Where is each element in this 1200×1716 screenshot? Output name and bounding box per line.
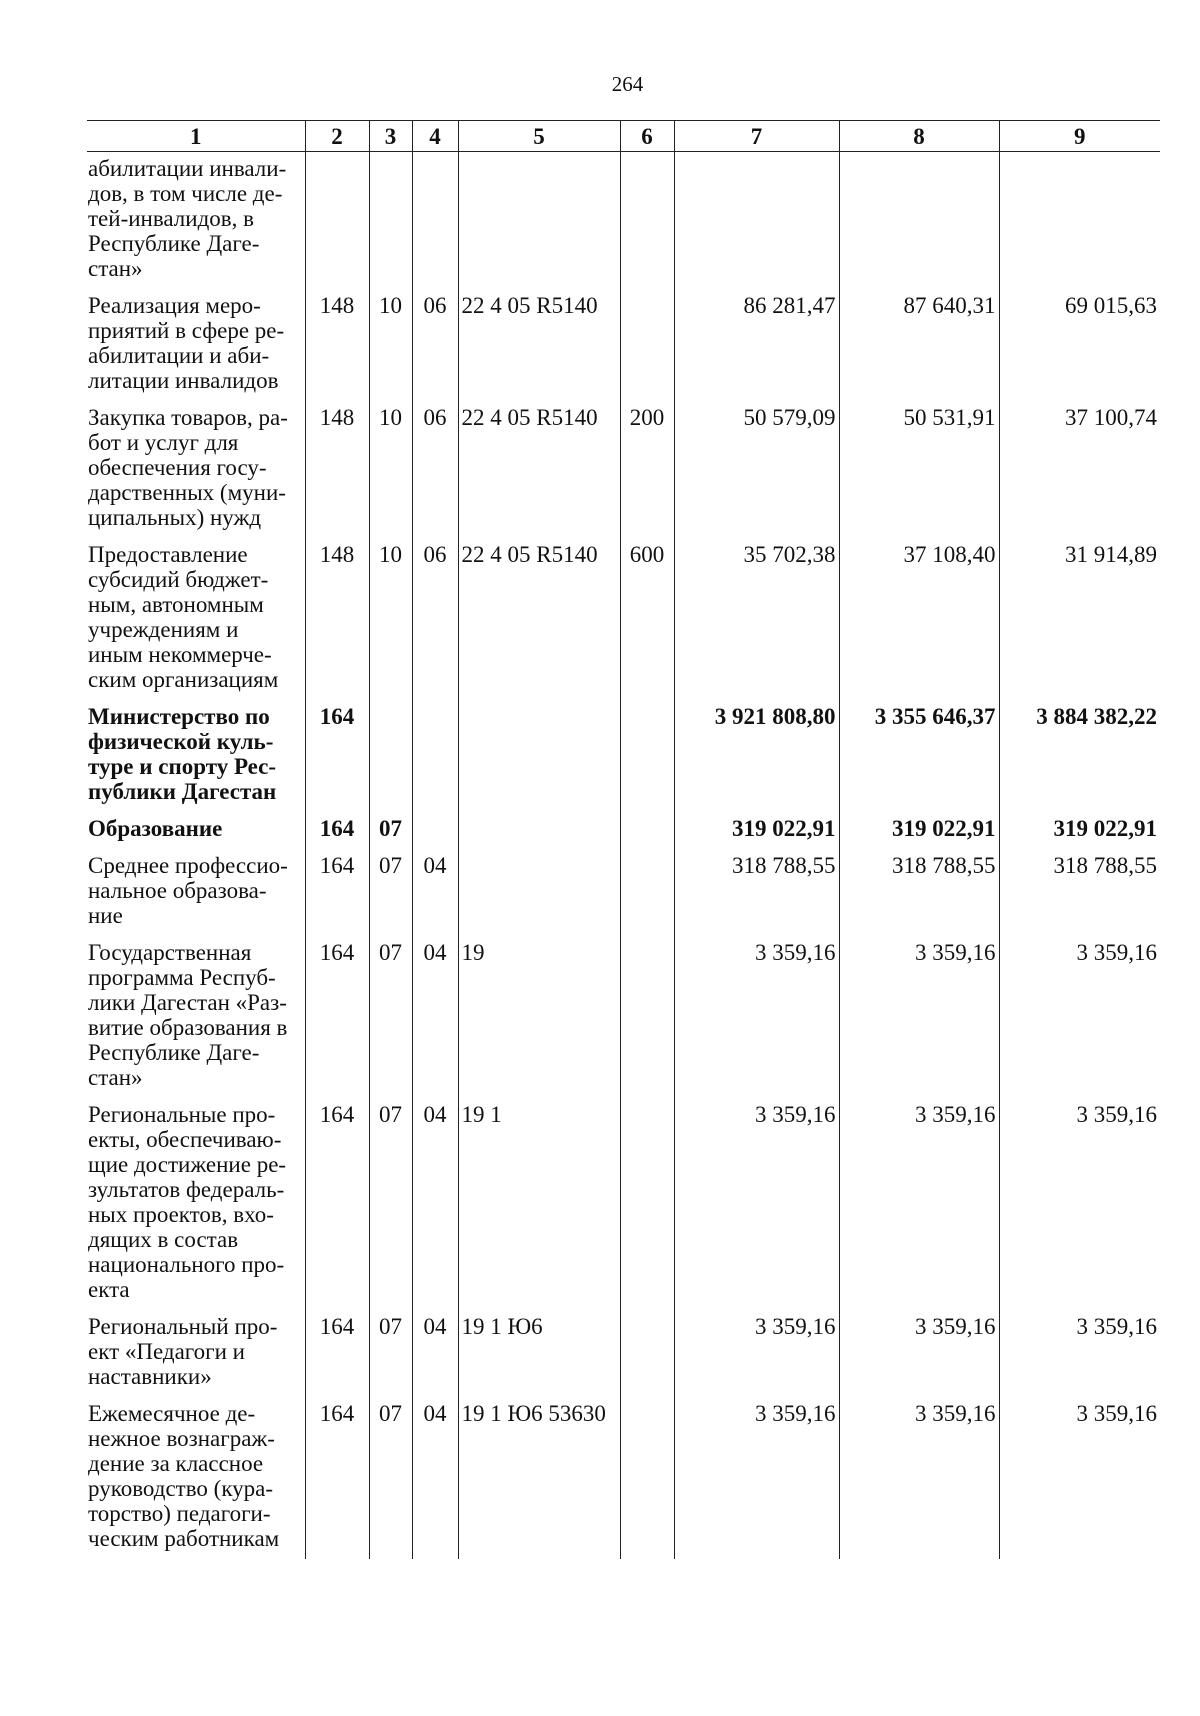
cell-name bbox=[87, 1397, 305, 1559]
cell-amount-col9: 69 015,63 bbox=[999, 289, 1160, 401]
cell-subsection bbox=[412, 700, 458, 812]
cell-code-ministry: 148 bbox=[305, 538, 369, 700]
cell-subsection: 04 bbox=[412, 1310, 458, 1397]
cell-amount-col8: 3 359,16 bbox=[839, 936, 999, 1098]
cell-amount-col9: 3 884 382,22 bbox=[999, 700, 1160, 812]
table-row bbox=[87, 849, 1160, 936]
cell-name-line: Государственная bbox=[88, 940, 252, 965]
cell-amount-col7: 3 359,16 bbox=[674, 1310, 839, 1397]
cell-name-line: Закупка товаров, ра- bbox=[88, 405, 288, 430]
cell-name-line: ным, автономным bbox=[88, 592, 264, 617]
cell-target-article bbox=[458, 700, 620, 812]
cell-name-line: ципальных) нужд bbox=[88, 505, 262, 530]
cell-name-line: абилитации и аби- bbox=[88, 343, 270, 368]
cell-amount-col7: 3 359,16 bbox=[674, 936, 839, 1098]
cell-name-line: наставники» bbox=[88, 1364, 212, 1389]
cell-target-article bbox=[458, 812, 620, 849]
cell-target-article: 22 4 05 R5140 bbox=[458, 538, 620, 700]
cell-name bbox=[87, 401, 305, 538]
cell-expense-type bbox=[620, 812, 674, 849]
cell-expense-type bbox=[620, 1098, 674, 1310]
cell-expense-type bbox=[620, 700, 674, 812]
table-row bbox=[87, 401, 1160, 538]
table-body bbox=[87, 152, 1160, 1560]
cell-subsection: 06 bbox=[412, 401, 458, 538]
cell-name-line: ским организациям bbox=[88, 667, 279, 692]
header-col-5: 5 bbox=[458, 121, 620, 152]
cell-subsection: 04 bbox=[412, 936, 458, 1098]
cell-name-line: ние bbox=[88, 903, 123, 928]
table-row bbox=[87, 1098, 1160, 1310]
cell-name bbox=[87, 849, 305, 936]
cell-amount-col9 bbox=[999, 152, 1160, 290]
cell-subsection: 04 bbox=[412, 1098, 458, 1310]
budget-table-container bbox=[87, 120, 1160, 1559]
cell-name bbox=[87, 812, 305, 849]
cell-target-article: 19 1 Ю6 bbox=[458, 1310, 620, 1397]
cell-name-line: физической куль- bbox=[88, 729, 274, 754]
cell-amount-col8: 3 355 646,37 bbox=[839, 700, 999, 812]
table-row bbox=[87, 936, 1160, 1098]
table-row bbox=[87, 1310, 1160, 1397]
cell-code-ministry: 164 bbox=[305, 1098, 369, 1310]
cell-code-ministry: 164 bbox=[305, 936, 369, 1098]
cell-target-article: 22 4 05 R5140 bbox=[458, 401, 620, 538]
cell-amount-col7: 3 359,16 bbox=[674, 1098, 839, 1310]
cell-section: 07 bbox=[369, 849, 412, 936]
header-col-4: 4 bbox=[412, 121, 458, 152]
cell-name-line: стан» bbox=[88, 256, 143, 281]
cell-amount-col7: 35 702,38 bbox=[674, 538, 839, 700]
cell-target-article bbox=[458, 849, 620, 936]
cell-amount-col7: 318 788,55 bbox=[674, 849, 839, 936]
cell-amount-col9: 3 359,16 bbox=[999, 1310, 1160, 1397]
cell-name-line: ект «Педагоги и bbox=[88, 1339, 245, 1364]
cell-amount-col8: 50 531,91 bbox=[839, 401, 999, 538]
cell-name-line: Региональный про- bbox=[88, 1314, 278, 1339]
header-col-9: 9 bbox=[999, 121, 1160, 152]
cell-section bbox=[369, 152, 412, 290]
cell-name-line: дящих в состав bbox=[88, 1227, 239, 1252]
cell-name-line: екта bbox=[88, 1277, 130, 1302]
cell-code-ministry: 164 bbox=[305, 812, 369, 849]
cell-amount-col9: 319 022,91 bbox=[999, 812, 1160, 849]
cell-target-article: 22 4 05 R5140 bbox=[458, 289, 620, 401]
cell-code-ministry bbox=[305, 152, 369, 290]
cell-amount-col7: 3 921 808,80 bbox=[674, 700, 839, 812]
cell-expense-type bbox=[620, 289, 674, 401]
cell-name-line: Среднее профессио- bbox=[88, 853, 288, 878]
cell-name-line: программа Респуб- bbox=[88, 965, 276, 990]
header-col-8: 8 bbox=[839, 121, 999, 152]
page-number: 264 bbox=[611, 72, 644, 96]
cell-name bbox=[87, 289, 305, 401]
cell-name bbox=[87, 538, 305, 700]
cell-name-line: национального про- bbox=[88, 1252, 285, 1277]
cell-name-line: субсидий бюджет- bbox=[88, 567, 269, 592]
cell-name-line: учреждениям и bbox=[88, 617, 239, 642]
header-col-6: 6 bbox=[620, 121, 674, 152]
cell-code-ministry: 164 bbox=[305, 849, 369, 936]
header-col-7: 7 bbox=[674, 121, 839, 152]
cell-subsection: 04 bbox=[412, 1397, 458, 1559]
cell-code-ministry: 164 bbox=[305, 1310, 369, 1397]
cell-amount-col9: 3 359,16 bbox=[999, 936, 1160, 1098]
cell-subsection bbox=[412, 812, 458, 849]
cell-name-line: бот и услуг для bbox=[88, 430, 239, 455]
cell-expense-type bbox=[620, 1397, 674, 1559]
header-col-1: 1 bbox=[87, 121, 305, 152]
cell-section: 10 bbox=[369, 538, 412, 700]
table-row bbox=[87, 152, 1160, 290]
cell-code-ministry: 148 bbox=[305, 401, 369, 538]
cell-name-line: стан» bbox=[88, 1065, 143, 1090]
cell-code-ministry: 164 bbox=[305, 700, 369, 812]
cell-name bbox=[87, 1098, 305, 1310]
cell-name-line: дов, в том числе де- bbox=[88, 181, 283, 206]
cell-amount-col8: 3 359,16 bbox=[839, 1310, 999, 1397]
cell-name-line: Министерство по bbox=[88, 704, 270, 729]
cell-name-line: ческим работникам bbox=[88, 1526, 280, 1551]
budget-table bbox=[87, 120, 1160, 1559]
cell-amount-col7: 86 281,47 bbox=[674, 289, 839, 401]
cell-name-line: иным некоммерче- bbox=[88, 642, 272, 667]
cell-amount-col7: 319 022,91 bbox=[674, 812, 839, 849]
cell-amount-col7: 50 579,09 bbox=[674, 401, 839, 538]
cell-section: 07 bbox=[369, 812, 412, 849]
cell-subsection bbox=[412, 152, 458, 290]
cell-name-line: Региональные про- bbox=[88, 1102, 276, 1127]
cell-amount-col8: 37 108,40 bbox=[839, 538, 999, 700]
cell-name-line: Образование bbox=[88, 816, 223, 841]
table-row bbox=[87, 700, 1160, 812]
header-row bbox=[87, 121, 1160, 152]
cell-name-line: обеспечения госу- bbox=[88, 455, 267, 480]
cell-target-article: 19 1 Ю6 53630 bbox=[458, 1397, 620, 1559]
cell-subsection: 06 bbox=[412, 538, 458, 700]
cell-amount-col9: 3 359,16 bbox=[999, 1098, 1160, 1310]
cell-name-line: Предоставление bbox=[88, 542, 248, 567]
cell-amount-col9: 318 788,55 bbox=[999, 849, 1160, 936]
cell-expense-type bbox=[620, 1310, 674, 1397]
cell-name-line: литации инвалидов bbox=[88, 368, 279, 393]
cell-name-line: торство) педагоги- bbox=[88, 1501, 271, 1526]
cell-name-line: руководство (кура- bbox=[88, 1476, 274, 1501]
cell-name-line: туре и спорту Рес- bbox=[88, 754, 277, 779]
cell-amount-col8: 319 022,91 bbox=[839, 812, 999, 849]
cell-target-article bbox=[458, 152, 620, 290]
table-row bbox=[87, 538, 1160, 700]
cell-name-line: ных проектов, вхо- bbox=[88, 1202, 274, 1227]
cell-name-line: витие образования в bbox=[88, 1015, 288, 1040]
cell-section: 07 bbox=[369, 936, 412, 1098]
cell-subsection: 04 bbox=[412, 849, 458, 936]
cell-name-line: Республике Даге- bbox=[88, 1040, 260, 1065]
cell-name bbox=[87, 936, 305, 1098]
header-col-3: 3 bbox=[369, 121, 412, 152]
cell-code-ministry: 148 bbox=[305, 289, 369, 401]
cell-amount-col8 bbox=[839, 152, 999, 290]
cell-name-line: зультатов федераль- bbox=[88, 1177, 285, 1202]
cell-name bbox=[87, 1310, 305, 1397]
cell-name-line: тей-инвалидов, в bbox=[88, 206, 255, 231]
cell-amount-col8: 87 640,31 bbox=[839, 289, 999, 401]
cell-target-article: 19 bbox=[458, 936, 620, 1098]
cell-name-line: Ежемесячное де- bbox=[88, 1401, 256, 1426]
cell-amount-col7 bbox=[674, 152, 839, 290]
table-row bbox=[87, 812, 1160, 849]
cell-section: 07 bbox=[369, 1310, 412, 1397]
cell-name bbox=[87, 700, 305, 812]
cell-name-line: лики Дагестан «Раз- bbox=[88, 990, 287, 1015]
cell-amount-col7: 3 359,16 bbox=[674, 1397, 839, 1559]
cell-name-line: щие достижение ре- bbox=[88, 1152, 287, 1177]
cell-name-line: приятий в сфере ре- bbox=[88, 318, 285, 343]
cell-expense-type bbox=[620, 152, 674, 290]
cell-name-line: дарственных (муни- bbox=[88, 480, 286, 505]
header-col-2: 2 bbox=[305, 121, 369, 152]
cell-expense-type: 600 bbox=[620, 538, 674, 700]
cell-amount-col9: 37 100,74 bbox=[999, 401, 1160, 538]
cell-amount-col9: 31 914,89 bbox=[999, 538, 1160, 700]
cell-name-line: нежное вознаграж- bbox=[88, 1426, 275, 1451]
cell-section: 10 bbox=[369, 401, 412, 538]
cell-amount-col9: 3 359,16 bbox=[999, 1397, 1160, 1559]
cell-section bbox=[369, 700, 412, 812]
cell-target-article: 19 1 bbox=[458, 1098, 620, 1310]
cell-subsection: 06 bbox=[412, 289, 458, 401]
cell-name-line: Реализация меро- bbox=[88, 293, 261, 318]
cell-expense-type bbox=[620, 936, 674, 1098]
cell-amount-col8: 3 359,16 bbox=[839, 1397, 999, 1559]
cell-name bbox=[87, 152, 305, 290]
cell-amount-col8: 318 788,55 bbox=[839, 849, 999, 936]
cell-name-line: публики Дагестан bbox=[88, 779, 277, 804]
cell-name-line: Республике Даге- bbox=[88, 231, 260, 256]
cell-expense-type bbox=[620, 849, 674, 936]
cell-expense-type: 200 bbox=[620, 401, 674, 538]
table-row bbox=[87, 289, 1160, 401]
cell-name-line: дение за классное bbox=[88, 1451, 264, 1476]
cell-section: 07 bbox=[369, 1098, 412, 1310]
cell-name-line: екты, обеспечиваю- bbox=[88, 1127, 282, 1152]
cell-section: 07 bbox=[369, 1397, 412, 1559]
table-row bbox=[87, 1397, 1160, 1559]
cell-amount-col8: 3 359,16 bbox=[839, 1098, 999, 1310]
cell-code-ministry: 164 bbox=[305, 1397, 369, 1559]
cell-section: 10 bbox=[369, 289, 412, 401]
cell-name-line: нальное образова- bbox=[88, 878, 267, 903]
cell-name-line: абилитации инвали- bbox=[88, 156, 287, 181]
